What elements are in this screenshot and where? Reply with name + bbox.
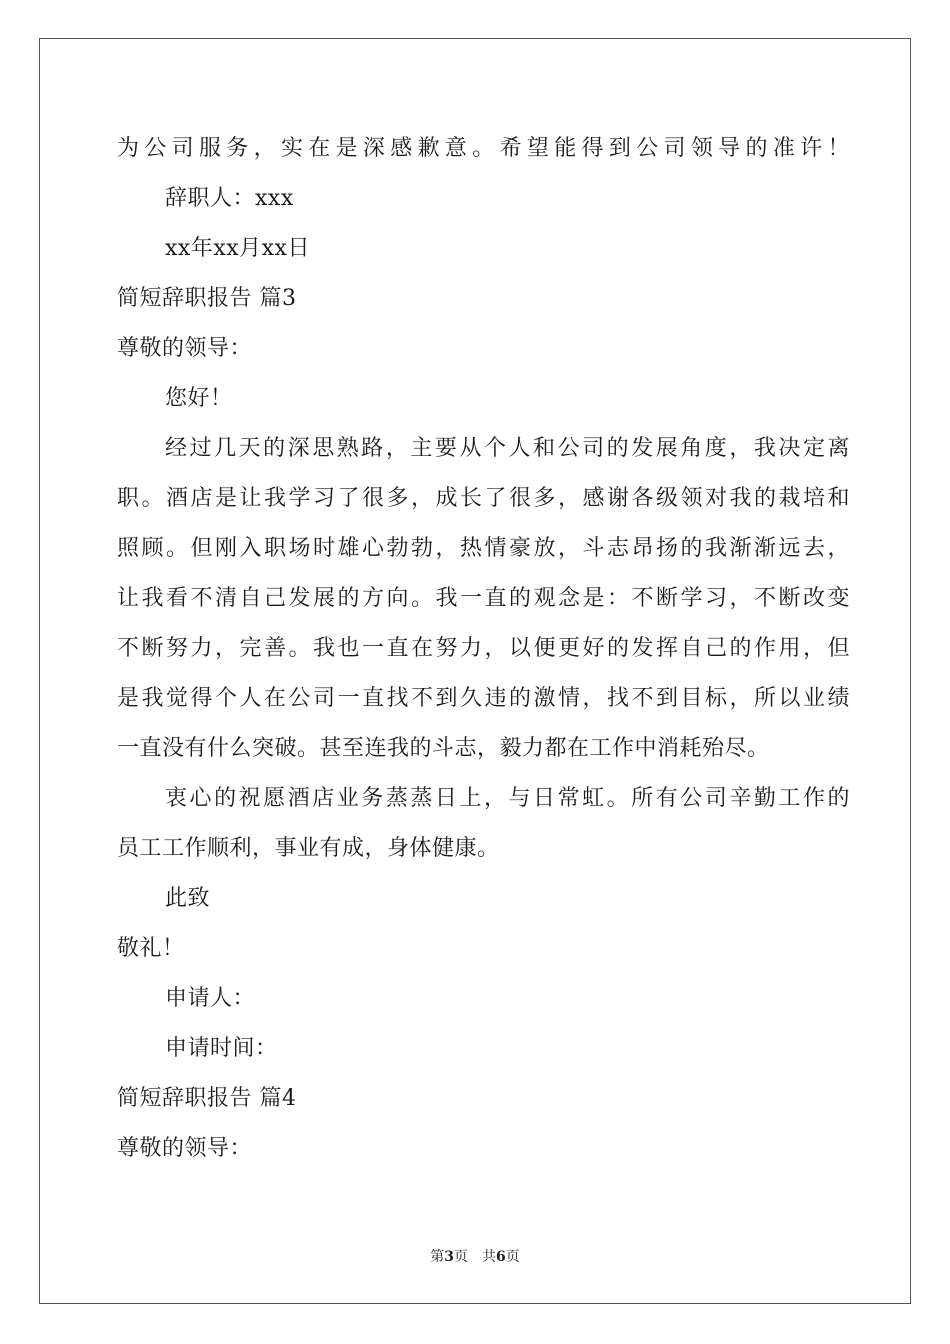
paragraph-line: 职。酒店是让我学习了很多，成长了很多，感谢各级领对我的栽培和 <box>117 486 850 511</box>
applicant-line: 申请人： <box>165 986 256 1011</box>
salutation: 尊敬的领导： <box>117 1136 253 1161</box>
paragraph-line: 不断努力，完善。我也一直在努力，以便更好的发挥自己的作用，但 <box>117 636 850 661</box>
page-frame <box>39 38 911 1304</box>
greeting: 您好！ <box>165 386 233 411</box>
closing-line: 敬礼！ <box>117 936 185 961</box>
section-heading: 简短辞职报告 篇3 <box>117 286 297 311</box>
total-suffix: 页 <box>505 1249 520 1265</box>
total-prefix: 共 <box>482 1249 496 1265</box>
paragraph-line: 衷心的祝愿酒店业务蒸蒸日上，与日常虹。所有公司辛勤工作的 <box>165 786 850 811</box>
paragraph-line: 经过几天的深思熟路，主要从个人和公司的发展角度，我决定离 <box>165 436 850 461</box>
page-number: 3 <box>444 1249 454 1265</box>
page-prefix: 第 <box>430 1249 445 1265</box>
paragraph-line: 是我觉得个人在公司一直找不到久违的激情，找不到目标，所以业绩 <box>117 686 850 711</box>
total-pages: 6 <box>496 1249 506 1265</box>
paragraph-line: 让我看不清自己发展的方向。我一直的观念是：不断学习，不断改变 <box>117 586 850 611</box>
salutation: 尊敬的领导： <box>117 336 253 361</box>
text-line: 为公司服务，实在是深感歉意。希望能得到公司领导的准许！ <box>117 136 850 161</box>
paragraph-line: 一直没有什么突破。甚至连我的斗志，毅力都在工作中消耗殆尽。 <box>117 736 770 761</box>
paragraph-line: 照顾。但刚入职场时雄心勃勃，热情豪放，斗志昂扬的我渐渐远去， <box>117 536 850 561</box>
paragraph-line: 员工工作顺利，事业有成，身体健康。 <box>117 836 500 861</box>
application-time-line: 申请时间： <box>165 1036 278 1061</box>
signer-line: 辞职人：xxx <box>165 186 294 211</box>
section-heading: 简短辞职报告 篇4 <box>117 1086 297 1111</box>
page-footer <box>0 1247 950 1267</box>
page-suffix: 页 <box>454 1249 468 1265</box>
date-line: xx年xx月xx日 <box>165 236 310 261</box>
closing-line: 此致 <box>165 886 211 911</box>
